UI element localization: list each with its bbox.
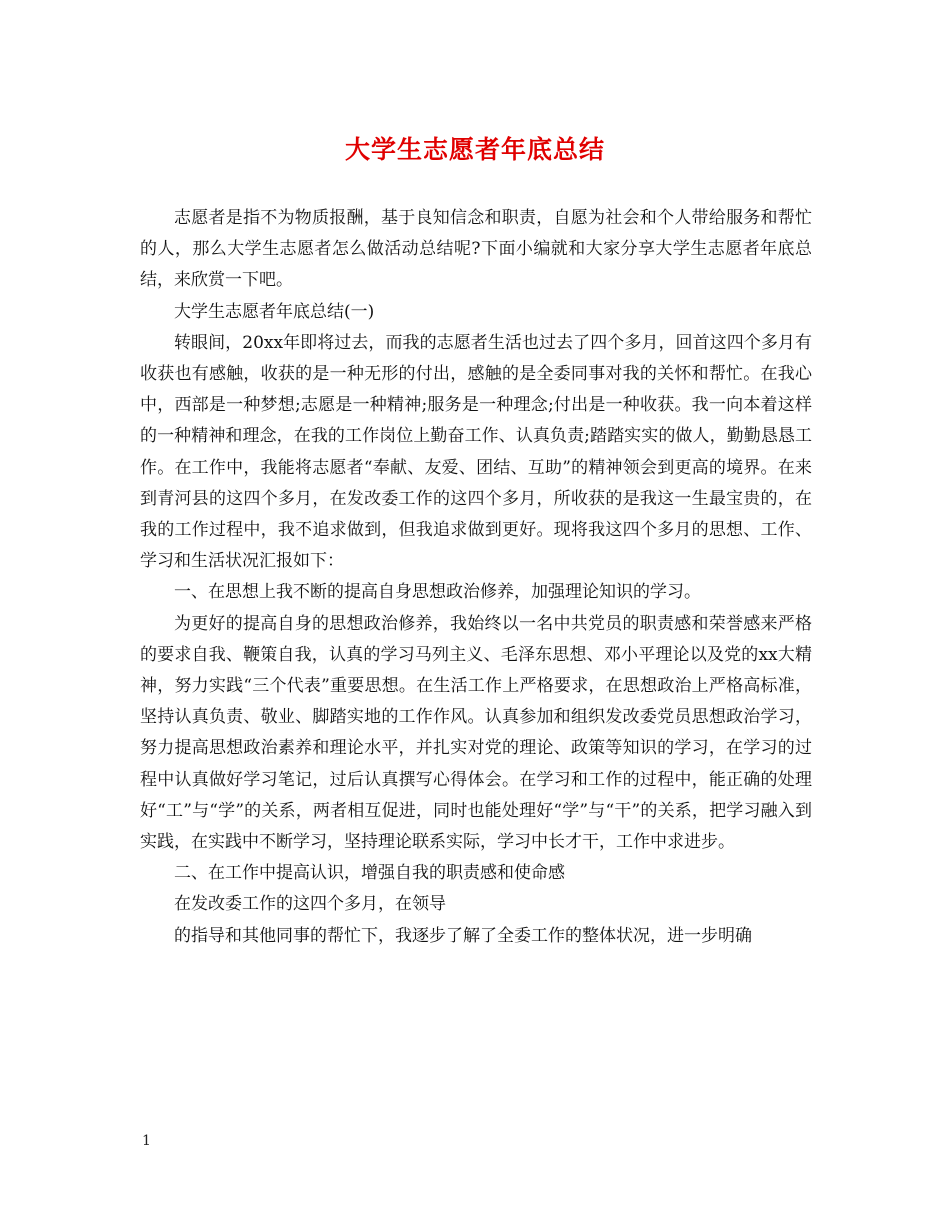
subheading-work: 二、在工作中提高认识，增强自我的职责感和使命感 xyxy=(174,863,565,884)
page-number: 1 xyxy=(142,1133,151,1149)
section-heading-one: 大学生志愿者年底总结(一) xyxy=(174,301,375,322)
body-paragraph: 转眼间，20xx年即将过去，而我的志愿者生活也过去了四个多月，回首这四个多月有收获也有感触，收获的是一种无形的付出，感触的是全委同事对我的关怀和帮忙。在我心中，西部是一种梦想;志愿是一种精神;服务是一种理念;付出是一种收获。我一向本着这样的一种精神和理念，在我的工作岗位上勤奋工作、认真负责;踏踏实实的做人，勤勤恳恳工作。在工作中，我能将志愿者“奉献、友爱、团结、互助”的精神领会到更高的境界。在来到青河县的这四个多月，在发改委工作的这四个多月，所收获的是我这一生最宝贵的，在我的工作过程中，我不追求做到，但我追求做到更好。现将我这四个多月的思想、工作、学习和生活状况汇报如下： xyxy=(140,332,812,572)
body-paragraph: 在发改委工作的这四个多月，在领导 xyxy=(174,894,446,915)
intro-paragraph: 志愿者是指不为物质报酬，基于良知信念和职责，自愿为社会和个人带给服务和帮忙的人，那么大学生志愿者怎么做活动总结呢?下面小编就和大家分享大学生志愿者年底总结，来欣赏一下吧。 xyxy=(140,208,812,291)
document-title: 大学生志愿者年底总结 xyxy=(344,135,605,164)
subheading-thought: 一、在思想上我不断的提高自身思想政治修养，加强理论知识的学习。 xyxy=(174,582,701,603)
body-paragraph: 为更好的提高自身的思想政治修养，我始终以一名中共党员的职责感和荣誉感来严格的要求自我、鞭策自我，认真的学习马列主义、毛泽东思想、邓小平理论以及党的xx大精神，努力实践“三个代表”重要思想。在生活工作上严格要求，在思想政治上严格高标准，坚持认真负责、敬业、脚踏实地的工作作风。认真参加和组织发改委党员思想政治学习，努力提高思想政治素养和理论水平，并扎实对党的理论、政策等知识的学习，在学习的过程中认真做好学习笔记，过后认真撰写心得体会。在学习和工作的过程中，能正确的处理好“工”与“学”的关系，两者相互促进，同时也能处理好“学”与“干”的关系，把学习融入到实践，在实践中不断学习，坚持理论联系实际，学习中长才干，工作中求进步。 xyxy=(140,613,812,853)
body-paragraph: 的指导和其他同事的帮忙下，我逐步了解了全委工作的整体状况，进一步明确 xyxy=(174,925,752,946)
document-body xyxy=(140,203,812,952)
